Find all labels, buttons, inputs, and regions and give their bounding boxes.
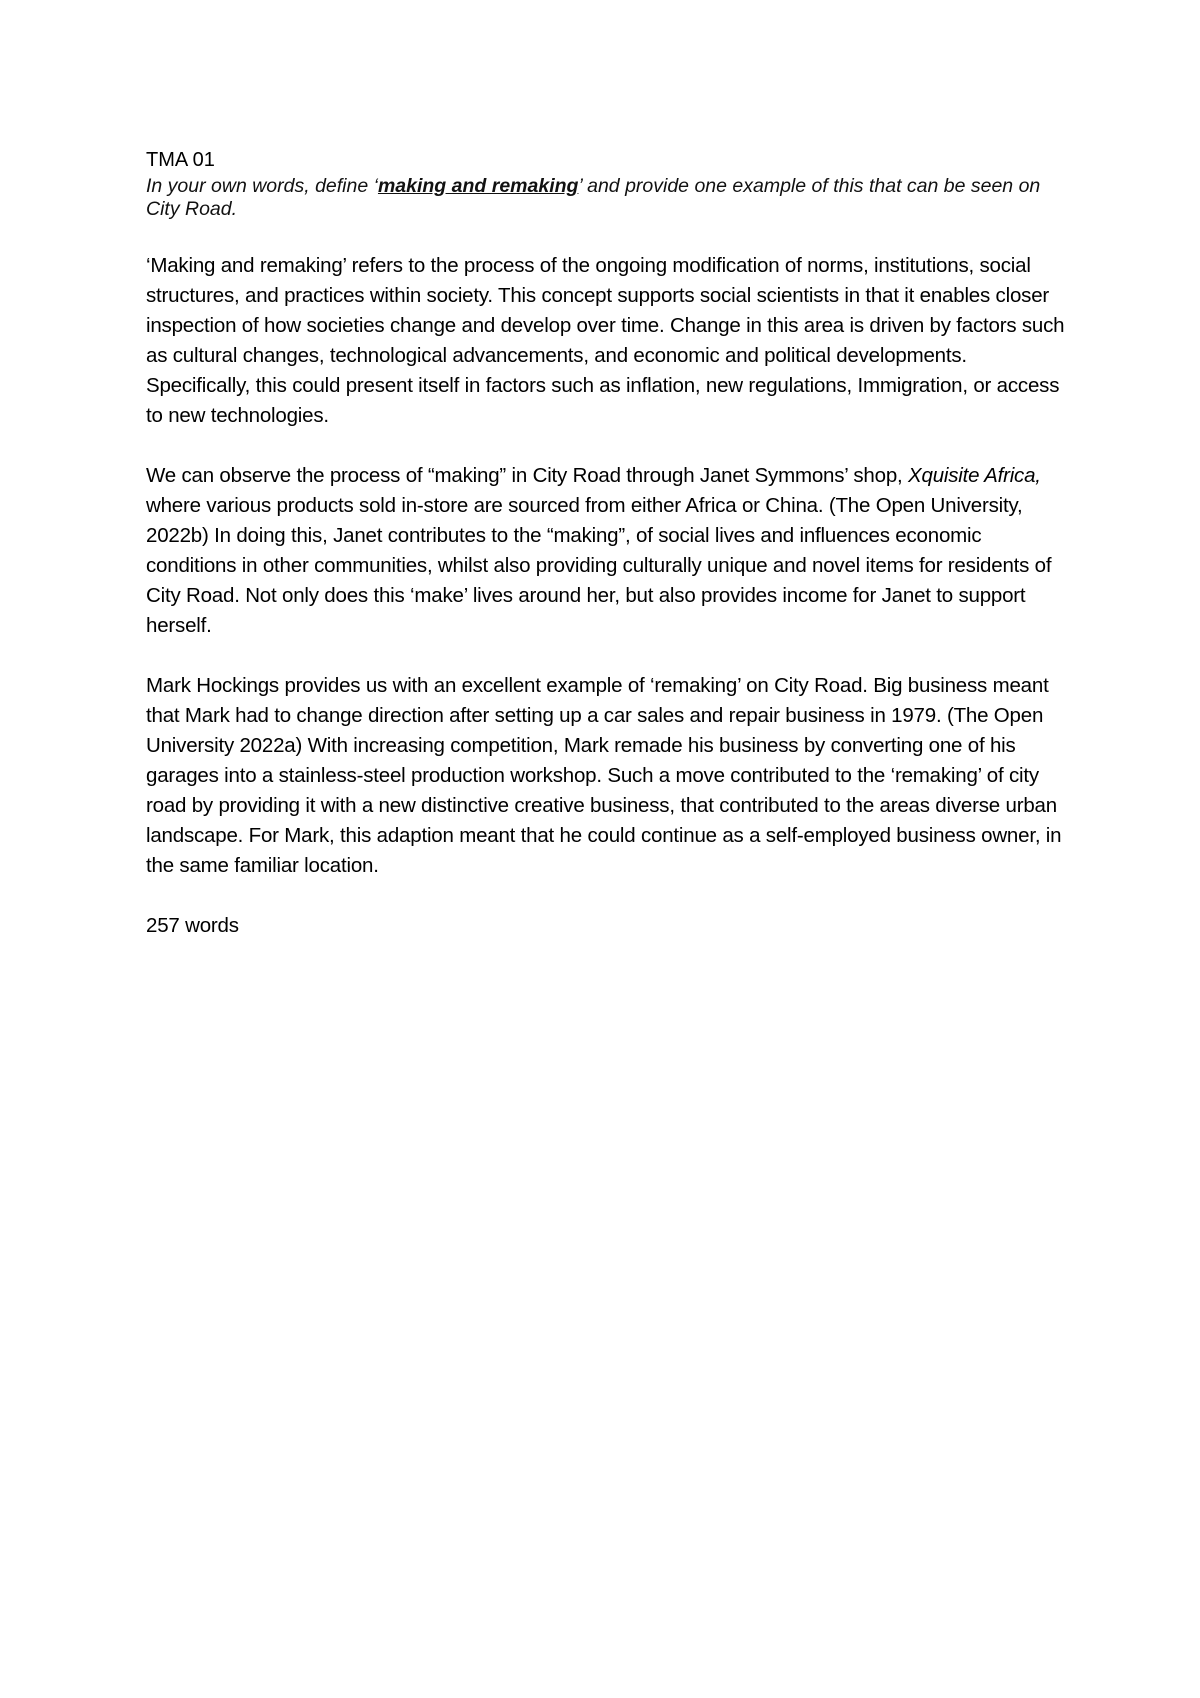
question-text-after: ’ and provide one example of this that can be seen on City Road.	[146, 175, 1041, 220]
paragraph-making-after: where various products sold in-store are sourced from either Africa or China. (The Open University, 2022b) In doing this, Janet contributes to the “making”, of social lives and influences economic conditions in other communities, whilst also providing culturally unique and novel items for residents of City Road. Not only does this ‘make’ lives around her, but also provides income for Janet to support herself.	[146, 494, 1052, 637]
paragraph-making-example	[146, 461, 1076, 641]
paragraph-remaking-example: Mark Hockings provides us with an excellent example of ‘remaking’ on City Road. Big business meant that Mark had to change direction after setting up a car sales and repair business in 1979. (The Open University 2022a) With increasing competition, Mark remade his business by converting one of his garages into a stainless-steel production workshop. Such a move contributed to the ‘remaking’ of city road by providing it with a new distinctive creative business, that contributed to the areas diverse urban landscape. For Mark, this adaption meant that he could continue as a self-employed business owner, in the same familiar location.	[146, 674, 1062, 877]
paragraph-definition: ‘Making and remaking’ refers to the process of the ongoing modification of norms, institutions, social structures, and practices within society. This concept supports social scientists in that it enables closer inspection of how societies change and develop over time. Change in this area is driven by factors such as cultural changes, technological advancements, and economic and political developments. Specifically, this could present itself in factors such as inflation, new regulations, Immigration, or access to new technologies.	[146, 254, 1065, 427]
shop-name: Xquisite Africa,	[908, 464, 1041, 487]
document-body	[146, 148, 1076, 941]
paragraph-making-before: We can observe the process of “making” in City Road through Janet Symmons’ shop,	[146, 464, 909, 487]
question-key-term: making and remaking	[377, 175, 579, 197]
question-text-before: In your own words, define ‘	[146, 175, 378, 197]
assignment-question	[146, 175, 1076, 221]
word-count: 257 words	[146, 914, 239, 937]
document-title: TMA 01	[146, 149, 215, 171]
